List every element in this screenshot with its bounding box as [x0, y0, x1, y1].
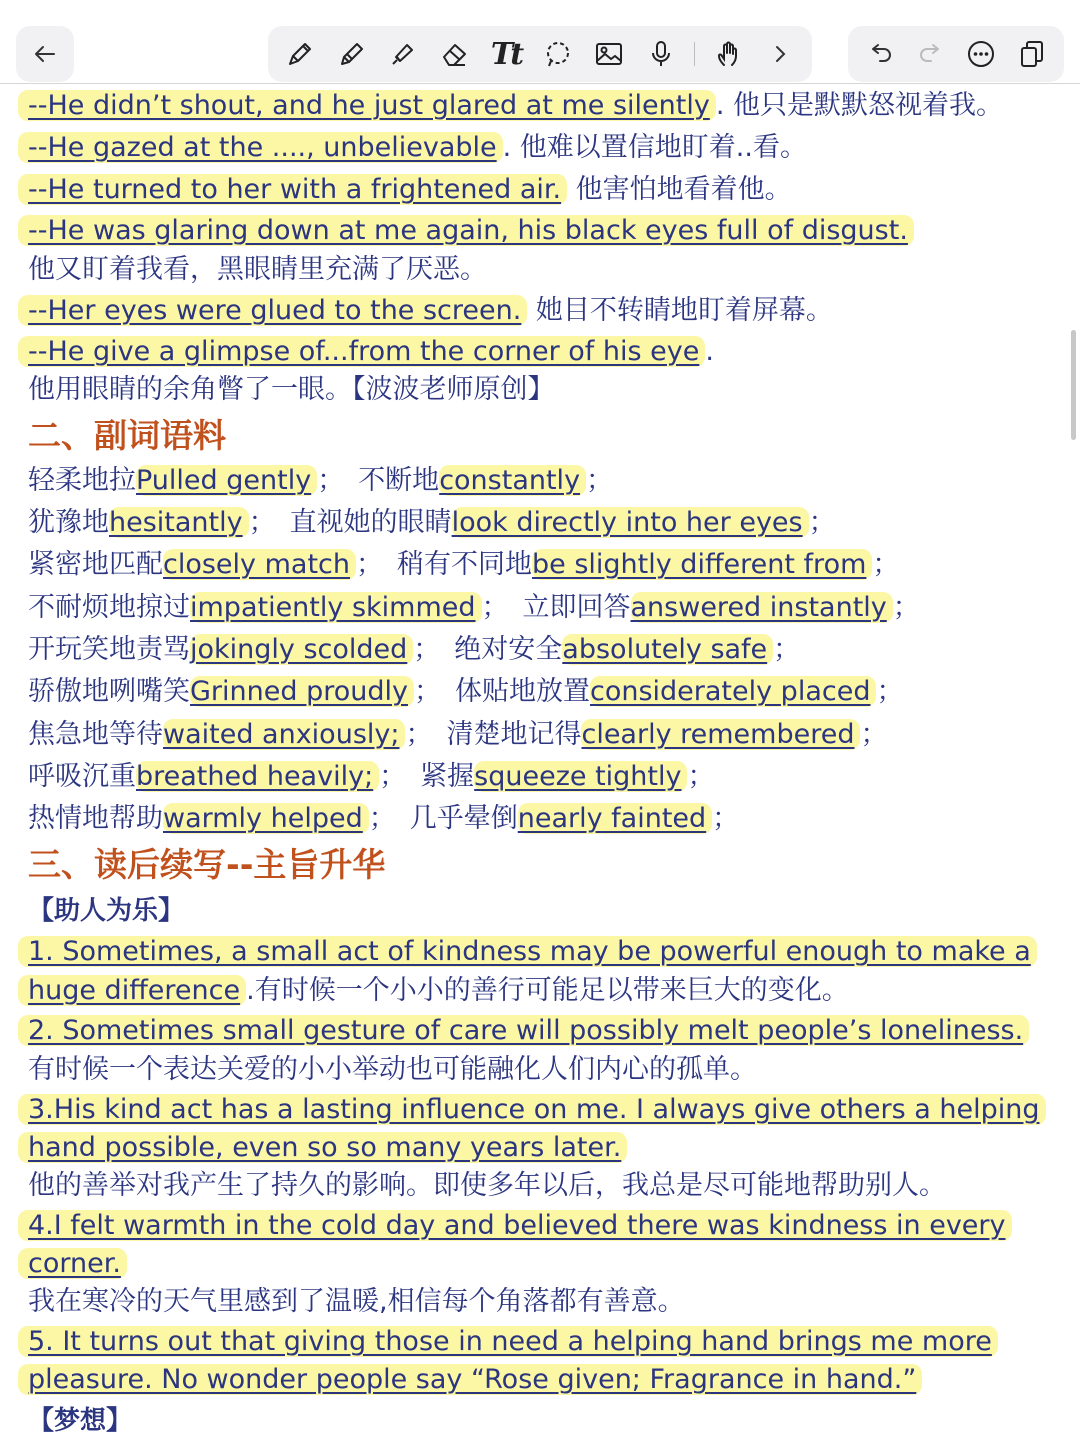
highlighter-icon[interactable]	[385, 36, 421, 72]
hand-touch-icon[interactable]	[711, 36, 747, 72]
note-line: hand possible, even so so many years later.	[28, 1130, 627, 1166]
adverb-row: 紧密地匹配closely match ； 稍有不同地be slightly different from ；	[28, 549, 900, 580]
note-line: --Her eyes were glued to the screen. 她目不转睛地盯着屏幕。	[28, 293, 833, 329]
note-line: 他又盯着我看，黑眼睛里充满了厌恶。	[28, 254, 487, 285]
adverb-row: 热情地帮助warmly helped ； 几乎晕倒nearly fainted ；	[28, 803, 740, 834]
note-line: 他的善举对我产生了持久的影响。即使多年以后，我总是尽可能地帮助别人。	[28, 1170, 946, 1201]
drawing-tools	[268, 26, 812, 82]
more-icon[interactable]	[963, 36, 999, 72]
adverb-row: 骄傲地咧嘴笑Grinned proudly ； 体贴地放置considerately placed ；	[28, 676, 904, 707]
pen-icon[interactable]	[282, 36, 318, 72]
chevron-right-icon[interactable]	[762, 36, 798, 72]
note-line: corner.	[28, 1246, 127, 1282]
section-heading-theme: 三、读后续写--主旨升华	[28, 845, 386, 884]
note-line: 4.I felt warmth in the cold day and believed there was kindness in every	[28, 1208, 1012, 1244]
section-heading-adverbs: 二、副词语料	[28, 416, 226, 455]
back-arrow-icon[interactable]	[27, 36, 63, 72]
redo-icon[interactable]	[913, 36, 949, 72]
note-line: --He give a glimpse of...from the corner of his eye .	[28, 334, 714, 370]
subheading-helping-others: 【助人为乐】	[28, 896, 185, 926]
scrollbar-thumb[interactable]	[1071, 330, 1076, 440]
pages-icon[interactable]	[1014, 36, 1050, 72]
toolbar-separator	[694, 42, 695, 66]
adverb-row: 开玩笑地责骂jokingly scolded ； 绝对安全absolutely safe ；	[28, 634, 801, 665]
note-line: 有时候一个表达关爱的小小举动也可能融化人们内心的孤单。	[28, 1054, 757, 1085]
text-tool-icon[interactable]: Tt	[490, 36, 522, 72]
note-line: 1. Sometimes, a small act of kindness may be powerful enough to make a	[28, 934, 1037, 970]
note-line: huge difference .有时候一个小小的善行可能足以带来巨大的变化。	[28, 973, 849, 1009]
note-line: --He was glaring down at me again, his black eyes full of disgust.	[28, 213, 914, 249]
pencil-icon[interactable]	[334, 36, 370, 72]
note-line: 3.His kind act has a lasting influence on me. I always give others a helping	[28, 1092, 1046, 1128]
note-line: --He didn’t shout, and he just glared at me silently . 他只是默默怒视着我。	[28, 88, 1003, 124]
adverb-row: 犹豫地hesitantly ； 直视她的眼睛look directly into her eyes ；	[28, 507, 836, 538]
adverb-row: 不耐烦地掠过impatiently skimmed ； 立即回答answered instantly ；	[28, 592, 920, 623]
note-line: pleasure. No wonder people say “Rose given; Fragrance in hand.”	[28, 1362, 922, 1398]
note-line: 2. Sometimes small gesture of care will possibly melt people’s loneliness.	[28, 1013, 1029, 1049]
back-button[interactable]	[16, 26, 74, 82]
note-line: 我在寒冷的天气里感到了温暖,相信每个角落都有善意。	[28, 1286, 685, 1317]
note-line: --He gazed at the ...., unbelievable . 他难以置信地盯着..看。	[28, 130, 807, 166]
subheading-dreams: 【梦想】	[28, 1406, 133, 1436]
microphone-icon[interactable]	[643, 36, 679, 72]
note-line: 5. It turns out that giving those in need a helping hand brings me more	[28, 1324, 998, 1360]
note-line: --He turned to her with a frightened air. 他害怕地看着他。	[28, 172, 792, 208]
adverb-row: 轻柔地拉Pulled gently ； 不断地constantly ；	[28, 465, 614, 496]
eraser-icon[interactable]	[437, 36, 473, 72]
note-page[interactable]	[0, 84, 1080, 1440]
adverb-row: 焦急地等待waited anxiously; ； 清楚地记得clearly remembered ；	[28, 719, 888, 750]
image-icon[interactable]	[591, 36, 627, 72]
document-actions	[848, 26, 1064, 82]
lasso-icon[interactable]	[540, 36, 576, 72]
top-toolbar	[0, 0, 1080, 84]
note-line: 他用眼睛的余角瞥了一眼。【波波老师原创】	[28, 374, 555, 405]
adverb-row: 呼吸沉重breathed heavily; ； 紧握squeeze tightly ；	[28, 761, 715, 792]
undo-icon[interactable]	[862, 36, 898, 72]
